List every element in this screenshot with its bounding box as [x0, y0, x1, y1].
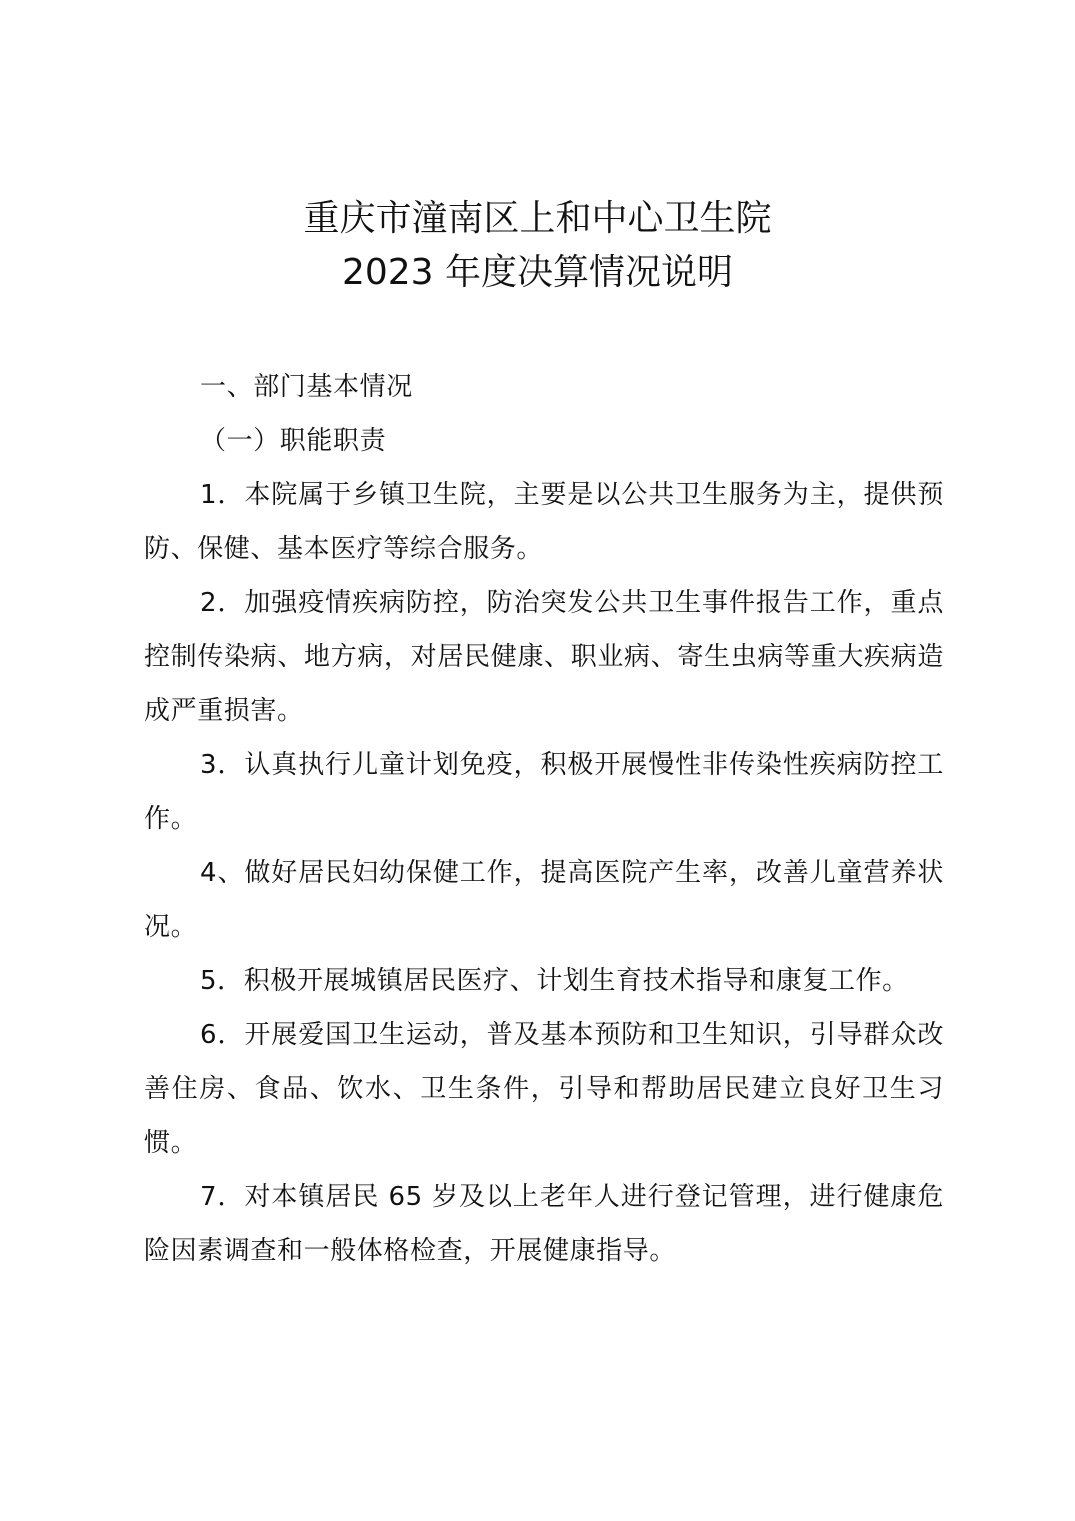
title-line-2: 2023 年度决算情况说明	[341, 252, 734, 293]
paragraph-5: 5．积极开展城镇居民医疗、计划生育技术指导和康复工作。	[200, 966, 909, 996]
title-line-1: 重庆市潼南区上和中心卫生院	[303, 198, 772, 239]
paragraph-4: 4、做好居民妇幼保健工作，提高医院产生率，改善儿童营养状况。	[144, 858, 944, 942]
paragraph-7: 7．对本镇居民 65 岁及以上老年人进行登记管理，进行健康危险因素调查和一般体格检查，开展健康指导。	[144, 1182, 944, 1266]
paragraph-6: 6．开展爱国卫生运动，普及基本预防和卫生知识，引导群众改善住房、食品、饮水、卫生条件，引导和帮助居民建立良好卫生习惯。	[144, 1020, 944, 1158]
paragraph-1: 1．本院属于乡镇卫生院，主要是以公共卫生服务为主，提供预防、保健、基本医疗等综合服务。	[144, 480, 944, 564]
document-title	[0, 192, 1075, 300]
paragraph-3: 3．认真执行儿童计划免疫，积极开展慢性非传染性疾病防控工作。	[144, 750, 944, 834]
section-heading: 一、部门基本情况	[200, 372, 413, 402]
document-body	[144, 360, 944, 1278]
subsection-heading: （一）职能职责	[200, 426, 387, 456]
paragraph-2: 2．加强疫情疾病防控，防治突发公共卫生事件报告工作，重点控制传染病、地方病，对居民健康、职业病、寄生虫病等重大疾病造成严重损害。	[144, 588, 944, 726]
